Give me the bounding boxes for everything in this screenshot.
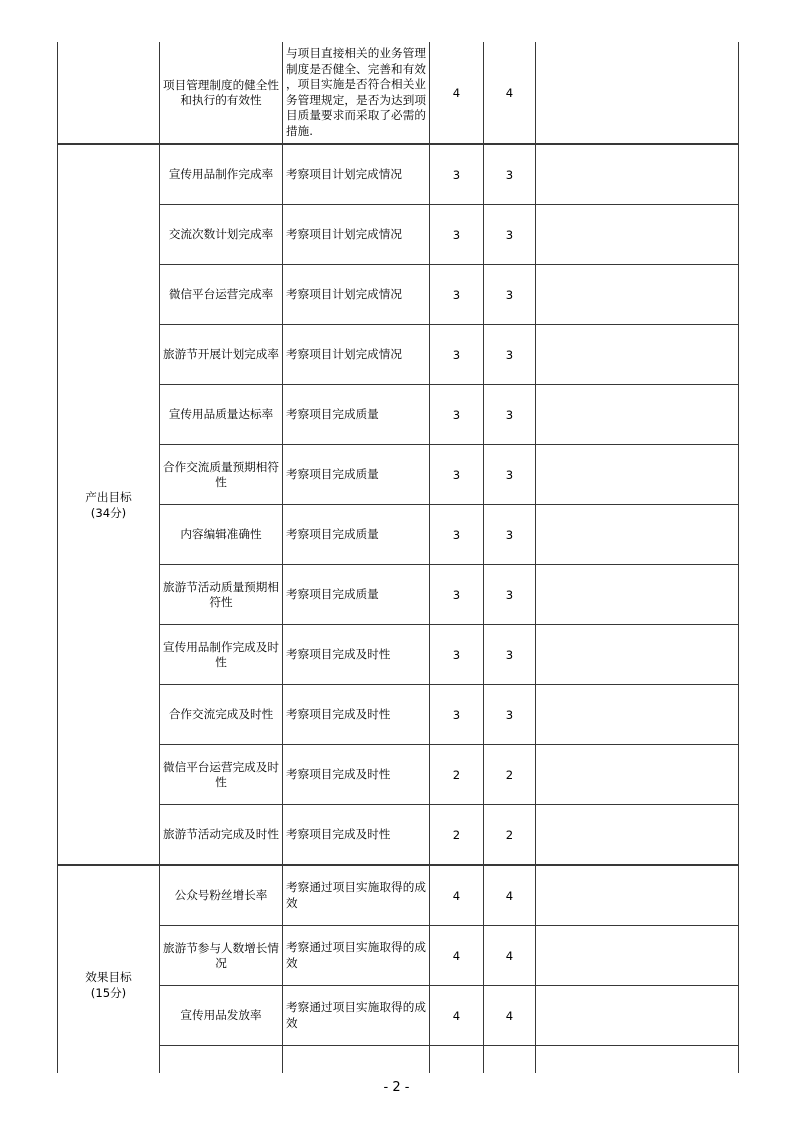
rating-cell: 3 [484, 205, 536, 265]
score-cell: 4 [430, 865, 484, 926]
rating-cell: 3 [484, 325, 536, 385]
indicator-cell: 公众号粉丝增长率 [160, 865, 283, 926]
table-row [58, 325, 739, 385]
criteria-cell: 考察通过项目实施取得的成效 [283, 926, 430, 986]
rating-cell: 3 [484, 144, 536, 205]
criteria-cell: 考察项目完成及时性 [283, 745, 430, 805]
remark-cell [536, 865, 739, 926]
category-cell [58, 144, 160, 865]
indicator-cell: 交流次数计划完成率 [160, 205, 283, 265]
rating-cell: 3 [484, 385, 536, 445]
table-row [58, 685, 739, 745]
score-cell: 4 [430, 986, 484, 1046]
indicator-cell: 旅游节开展计划完成率 [160, 325, 283, 385]
indicator-cell: 微信平台运营完成率 [160, 265, 283, 325]
score-cell: 4 [430, 926, 484, 986]
remark-cell [536, 625, 739, 685]
criteria-cell: 考察项目计划完成情况 [283, 144, 430, 205]
table-row [58, 745, 739, 805]
criteria-cell: 考察项目完成及时性 [283, 805, 430, 866]
remark-cell [536, 745, 739, 805]
score-cell: 3 [430, 625, 484, 685]
remark-cell [536, 385, 739, 445]
rating-cell: 3 [484, 265, 536, 325]
table-row [58, 986, 739, 1046]
criteria-cell: 考察项目完成质量 [283, 565, 430, 625]
score-cell: 2 [430, 745, 484, 805]
criteria-cell [283, 1046, 430, 1074]
criteria-cell: 考察项目计划完成情况 [283, 265, 430, 325]
remark-cell [536, 926, 739, 986]
indicator-cell: 宣传用品制作完成率 [160, 144, 283, 205]
remark-cell [536, 805, 739, 866]
remark-cell [536, 325, 739, 385]
indicator-cell: 宣传用品制作完成及时性 [160, 625, 283, 685]
table-row [58, 445, 739, 505]
table-row [58, 926, 739, 986]
rating-cell: 4 [484, 926, 536, 986]
rating-cell: 2 [484, 745, 536, 805]
score-cell: 3 [430, 385, 484, 445]
category-points: (34分) [90, 505, 127, 520]
table-row [58, 865, 739, 926]
table-row [58, 265, 739, 325]
category-points: (15分) [90, 986, 127, 1001]
rating-cell: 3 [484, 685, 536, 745]
remark-cell [536, 986, 739, 1046]
evaluation-table-grid [57, 42, 739, 1073]
criteria-cell: 考察通过项目实施取得的成效 [283, 865, 430, 926]
indicator-cell: 旅游节活动质量预期相符性 [160, 565, 283, 625]
rating-cell: 4 [484, 42, 536, 144]
indicator-cell: 微信平台运营完成及时性 [160, 745, 283, 805]
rating-cell: 3 [484, 505, 536, 565]
indicator-cell: 内容编辑准确性 [160, 505, 283, 565]
score-cell: 2 [430, 805, 484, 866]
indicator-cell: 旅游节参与人数增长情况 [160, 926, 283, 986]
category-cell [58, 865, 160, 1073]
indicator-cell: 合作交流完成及时性 [160, 685, 283, 745]
evaluation-table [57, 42, 739, 1073]
remark-cell [536, 505, 739, 565]
criteria-cell: 考察项目完成质量 [283, 505, 430, 565]
score-cell: 3 [430, 265, 484, 325]
table-row [58, 144, 739, 205]
criteria-cell: 考察项目计划完成情况 [283, 325, 430, 385]
score-cell: 3 [430, 685, 484, 745]
table-row [58, 42, 739, 144]
table-row [58, 625, 739, 685]
remark-cell [536, 205, 739, 265]
criteria-cell: 与项目直接相关的业务管理制度是否健全、完善和有效，项目实施是否符合相关业务管理规定，是否为达到项目质量要求而采取了必需的措施. [283, 42, 430, 144]
criteria-cell: 考察项目完成及时性 [283, 625, 430, 685]
table-row [58, 505, 739, 565]
remark-cell [536, 144, 739, 205]
indicator-cell: 宣传用品质量达标率 [160, 385, 283, 445]
category-label: 产出目标 [85, 489, 132, 504]
table-row [58, 565, 739, 625]
criteria-cell: 考察通过项目实施取得的成效 [283, 986, 430, 1046]
remark-cell [536, 42, 739, 144]
page-number: - 2 - [383, 1080, 410, 1095]
remark-cell [536, 445, 739, 505]
score-cell: 3 [430, 144, 484, 205]
criteria-cell: 考察项目计划完成情况 [283, 205, 430, 265]
score-cell: 3 [430, 505, 484, 565]
indicator-cell: 项目管理制度的健全性和执行的有效性 [160, 42, 283, 144]
table-row [58, 1046, 739, 1074]
score-cell: 3 [430, 565, 484, 625]
remark-cell [536, 565, 739, 625]
criteria-cell: 考察项目完成质量 [283, 385, 430, 445]
score-cell: 3 [430, 445, 484, 505]
score-cell: 3 [430, 325, 484, 385]
rating-cell: 4 [484, 986, 536, 1046]
table-row [58, 385, 739, 445]
criteria-cell: 考察项目完成质量 [283, 445, 430, 505]
rating-cell: 3 [484, 565, 536, 625]
indicator-cell: 宣传用品发放率 [160, 986, 283, 1046]
score-cell: 3 [430, 205, 484, 265]
rating-cell [484, 1046, 536, 1074]
category-label: 效果目标 [85, 970, 132, 985]
rating-cell: 3 [484, 445, 536, 505]
indicator-cell: 旅游节活动完成及时性 [160, 805, 283, 866]
table-row [58, 805, 739, 866]
remark-cell [536, 265, 739, 325]
score-cell: 4 [430, 42, 484, 144]
remark-cell [536, 685, 739, 745]
rating-cell: 2 [484, 805, 536, 866]
indicator-cell: 合作交流质量预期相符性 [160, 445, 283, 505]
remark-cell [536, 1046, 739, 1074]
score-cell [430, 1046, 484, 1074]
category-cell [58, 42, 160, 144]
indicator-cell [160, 1046, 283, 1074]
criteria-cell: 考察项目完成及时性 [283, 685, 430, 745]
table-row [58, 205, 739, 265]
rating-cell: 4 [484, 865, 536, 926]
rating-cell: 3 [484, 625, 536, 685]
